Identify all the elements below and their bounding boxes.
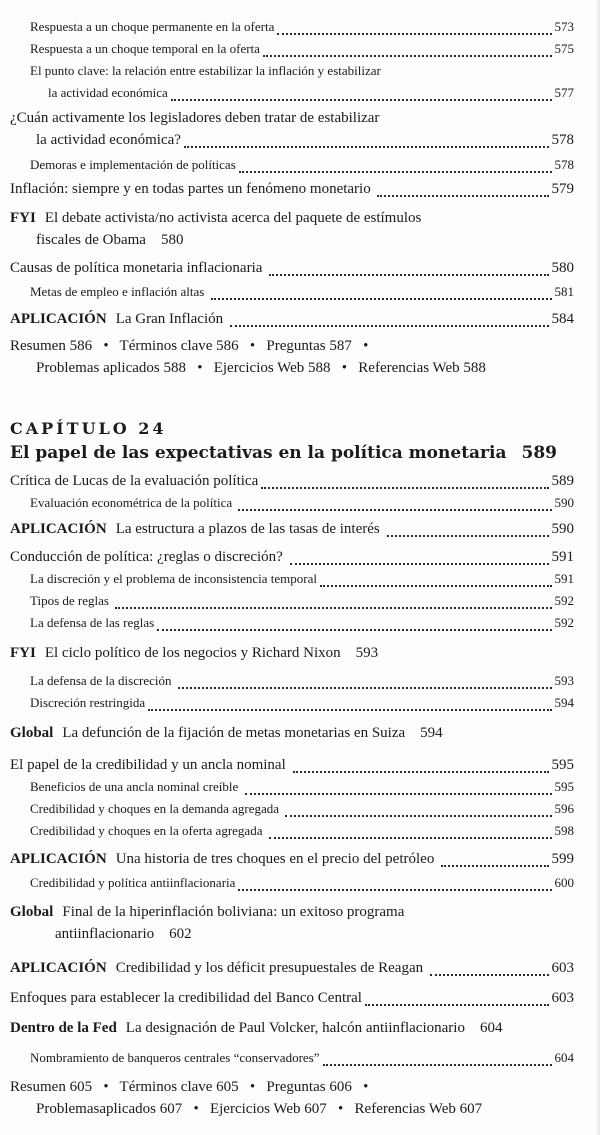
page-number: 580 <box>160 232 184 248</box>
page-number: 577 <box>554 85 574 100</box>
page-number: 594 <box>554 695 574 710</box>
entry-text: La defensa de la discreción <box>30 673 175 688</box>
page-number: 578 <box>551 132 574 148</box>
entry-text: CAPÍTULO 24 <box>10 419 167 438</box>
dot-leader <box>285 798 551 817</box>
dot-leader <box>115 590 551 609</box>
page-number: 591 <box>551 549 574 565</box>
page-number: 579 <box>551 181 574 197</box>
dot-leader <box>430 957 549 976</box>
page-number: 600 <box>554 875 574 890</box>
toc-entry <box>10 546 574 568</box>
entry-text: la actividad económica <box>48 85 168 100</box>
dot-leader <box>239 154 552 173</box>
toc-entry <box>10 957 574 979</box>
feature-label: FYI <box>10 210 36 226</box>
entry-text: Tipos de reglas <box>30 593 113 608</box>
toc-entry <box>10 154 574 176</box>
toc-entry <box>10 518 574 540</box>
dot-leader <box>323 1047 552 1066</box>
dot-leader <box>178 670 552 689</box>
toc-entry <box>10 308 574 330</box>
toc-entry <box>10 642 574 664</box>
page-number: 598 <box>554 823 574 838</box>
entry-text: Causas de política monetaria inflacionaria <box>10 260 267 276</box>
toc-list <box>10 16 574 1120</box>
entry-text: Respuesta a un choque temporal en la oferta <box>30 41 260 56</box>
feature-label: APLICACIÓN <box>10 851 107 867</box>
entry-text: Metas de empleo e inflación altas <box>30 284 208 299</box>
toc-entry <box>10 1076 574 1098</box>
dot-leader <box>293 754 549 773</box>
toc-entry <box>10 987 574 1009</box>
entry-text: Demoras e implementación de políticas <box>30 157 236 172</box>
entry-text: Enfoques para establecer la credibilidad del Banco Central <box>10 990 362 1006</box>
page-number: 602 <box>169 926 192 942</box>
feature-label: APLICACIÓN <box>10 311 107 327</box>
toc-entry <box>10 178 574 200</box>
entry-text: Inflación: siempre y en todas partes un fenómeno monetario <box>10 181 375 197</box>
entry-text: La defensa de las reglas <box>30 615 155 630</box>
toc-entry <box>10 568 574 590</box>
entry-text: antiinflacionario <box>55 926 155 942</box>
page-number: 581 <box>554 284 574 299</box>
feature-label: Dentro de la Fed <box>10 1020 117 1036</box>
dot-leader <box>387 518 549 537</box>
dot-leader <box>377 178 548 197</box>
page-number: 595 <box>551 757 574 773</box>
entry-text: El punto clave: la relación entre estabilizar la inflación y estabilizar <box>30 63 381 78</box>
toc-entry <box>10 82 574 104</box>
toc-entry <box>10 848 574 870</box>
toc-entry <box>10 38 574 60</box>
dot-leader <box>171 82 552 101</box>
entry-text: Credibilidad y política antiinflacionaria <box>30 875 236 890</box>
entry-text: La designación de Paul Volcker, halcón antiinflacionario <box>125 1020 465 1036</box>
toc-entry <box>10 612 574 634</box>
chapter-kicker <box>10 417 574 441</box>
toc-entry <box>10 470 574 492</box>
toc-entry <box>10 16 574 38</box>
page-number: 578 <box>554 157 574 172</box>
toc-entry <box>10 107 574 129</box>
page-number: 589 <box>551 473 574 489</box>
feature-label: Global <box>10 904 54 920</box>
dot-leader <box>277 16 551 35</box>
entry-text: El papel de la credibilidad y un ancla nominal <box>10 757 290 773</box>
page-number: 589 <box>521 443 557 463</box>
dot-leader <box>320 568 552 587</box>
dot-leader <box>245 776 552 795</box>
feature-label: APLICACIÓN <box>10 521 107 537</box>
entry-text: El ciclo político de los negocios y Richard Nixon <box>44 645 341 661</box>
dot-leader <box>148 692 551 711</box>
toc-entry <box>10 872 574 894</box>
toc-entry <box>10 257 574 279</box>
toc-entry <box>10 1098 574 1120</box>
toc-entry <box>10 335 574 357</box>
dot-leader <box>157 612 551 631</box>
toc-entry <box>10 754 574 776</box>
entry-text: La Gran Inflación <box>115 311 227 327</box>
page-number: 604 <box>554 1050 574 1065</box>
page-number: 603 <box>551 960 574 976</box>
toc-entry <box>10 923 574 945</box>
feature-label: APLICACIÓN <box>10 960 107 976</box>
page-number: 584 <box>551 311 574 327</box>
entry-text: la actividad económica? <box>36 132 181 148</box>
toc-entry <box>10 229 574 251</box>
entry-text: Resumen 605 • Términos clave 605 • Preguntas 606 • <box>10 1079 369 1095</box>
toc-entry <box>10 820 574 842</box>
chapter-title <box>10 441 574 465</box>
toc-entry <box>10 129 574 151</box>
dot-leader <box>365 987 549 1006</box>
toc-entry <box>10 1047 574 1069</box>
toc-entry <box>10 1017 574 1039</box>
page-number: 575 <box>554 41 574 56</box>
toc-entry <box>10 492 574 514</box>
page-number: 592 <box>554 593 574 608</box>
toc-entry <box>10 590 574 612</box>
dot-leader <box>441 848 548 867</box>
toc-entry <box>10 798 574 820</box>
entry-text: La estructura a plazos de las tasas de interés <box>115 521 384 537</box>
entry-text: Evaluación econométrica de la política <box>30 495 236 510</box>
entry-text: La defunción de la fijación de metas monetarias en Suiza <box>62 725 406 741</box>
entry-text: Nombramiento de banqueros centrales “conservadores” <box>30 1050 320 1065</box>
entry-text: Problemasaplicados 607 • Ejercicios Web 607 • Referencias Web 607 <box>36 1101 483 1117</box>
entry-text: ¿Cuán activamente los legisladores deben tratar de estabilizar <box>10 110 380 126</box>
toc-entry <box>10 670 574 692</box>
dot-leader <box>211 281 552 300</box>
dot-leader <box>263 38 552 57</box>
dot-leader <box>238 492 551 511</box>
feature-label: FYI <box>10 645 36 661</box>
toc-entry <box>10 722 574 744</box>
dot-leader <box>290 546 549 565</box>
page-number: 604 <box>479 1020 503 1036</box>
entry-text: Credibilidad y los déficit presupuestales de Reagan <box>115 960 427 976</box>
page-number: 593 <box>355 645 379 661</box>
entry-text: La discreción y el problema de inconsistencia temporal <box>30 571 317 586</box>
dot-leader <box>269 257 548 276</box>
entry-text: Problemas aplicados 588 • Ejercicios Web 588 • Referencias Web 588 <box>36 360 486 376</box>
entry-text: El debate activista/no activista acerca del paquete de estímulos <box>44 210 422 226</box>
entry-text: Discreción restringida <box>30 695 146 710</box>
page-number: 573 <box>554 19 574 34</box>
entry-text: Final de la hiperinflación boliviana: un exitoso programa <box>62 904 405 920</box>
page-number: 592 <box>554 615 574 630</box>
dot-leader <box>184 129 549 148</box>
dot-leader <box>238 872 551 891</box>
entry-text: Resumen 586 • Términos clave 586 • Preguntas 587 • <box>10 338 369 354</box>
entry-text: fiscales de Obama <box>36 232 146 248</box>
entry-text: Credibilidad y choques en la demanda agregada <box>30 801 283 816</box>
toc-entry <box>10 281 574 303</box>
entry-text: El papel de las expectativas en la política monetaria <box>10 443 507 463</box>
entry-text: Credibilidad y choques en la oferta agregada <box>30 823 266 838</box>
page-number: 594 <box>420 725 443 741</box>
dot-leader <box>230 308 549 327</box>
toc-entry <box>10 776 574 798</box>
page-number: 590 <box>554 495 574 510</box>
toc-entry <box>10 60 574 82</box>
page-number: 599 <box>551 851 574 867</box>
toc-entry <box>10 357 574 379</box>
entry-text: Una historia de tres choques en el precio del petróleo <box>115 851 439 867</box>
page-number: 590 <box>551 521 574 537</box>
toc-entry <box>10 901 574 923</box>
page-number: 595 <box>554 779 574 794</box>
toc-entry <box>10 692 574 714</box>
feature-label: Global <box>10 725 54 741</box>
page-number: 596 <box>554 801 574 816</box>
entry-text: Respuesta a un choque permanente en la oferta <box>30 19 275 34</box>
page-number: 593 <box>554 673 574 688</box>
entry-text: Beneficios de una ancla nominal creíble <box>30 779 242 794</box>
page-number: 603 <box>551 990 574 1006</box>
dot-leader <box>269 820 552 839</box>
page-number: 591 <box>554 571 574 586</box>
entry-text: Crítica de Lucas de la evaluación política <box>10 473 259 489</box>
dot-leader <box>261 470 548 489</box>
toc-entry <box>10 207 574 229</box>
entry-text: Conducción de política: ¿reglas o discreción? <box>10 549 287 565</box>
page-number: 580 <box>551 260 574 276</box>
